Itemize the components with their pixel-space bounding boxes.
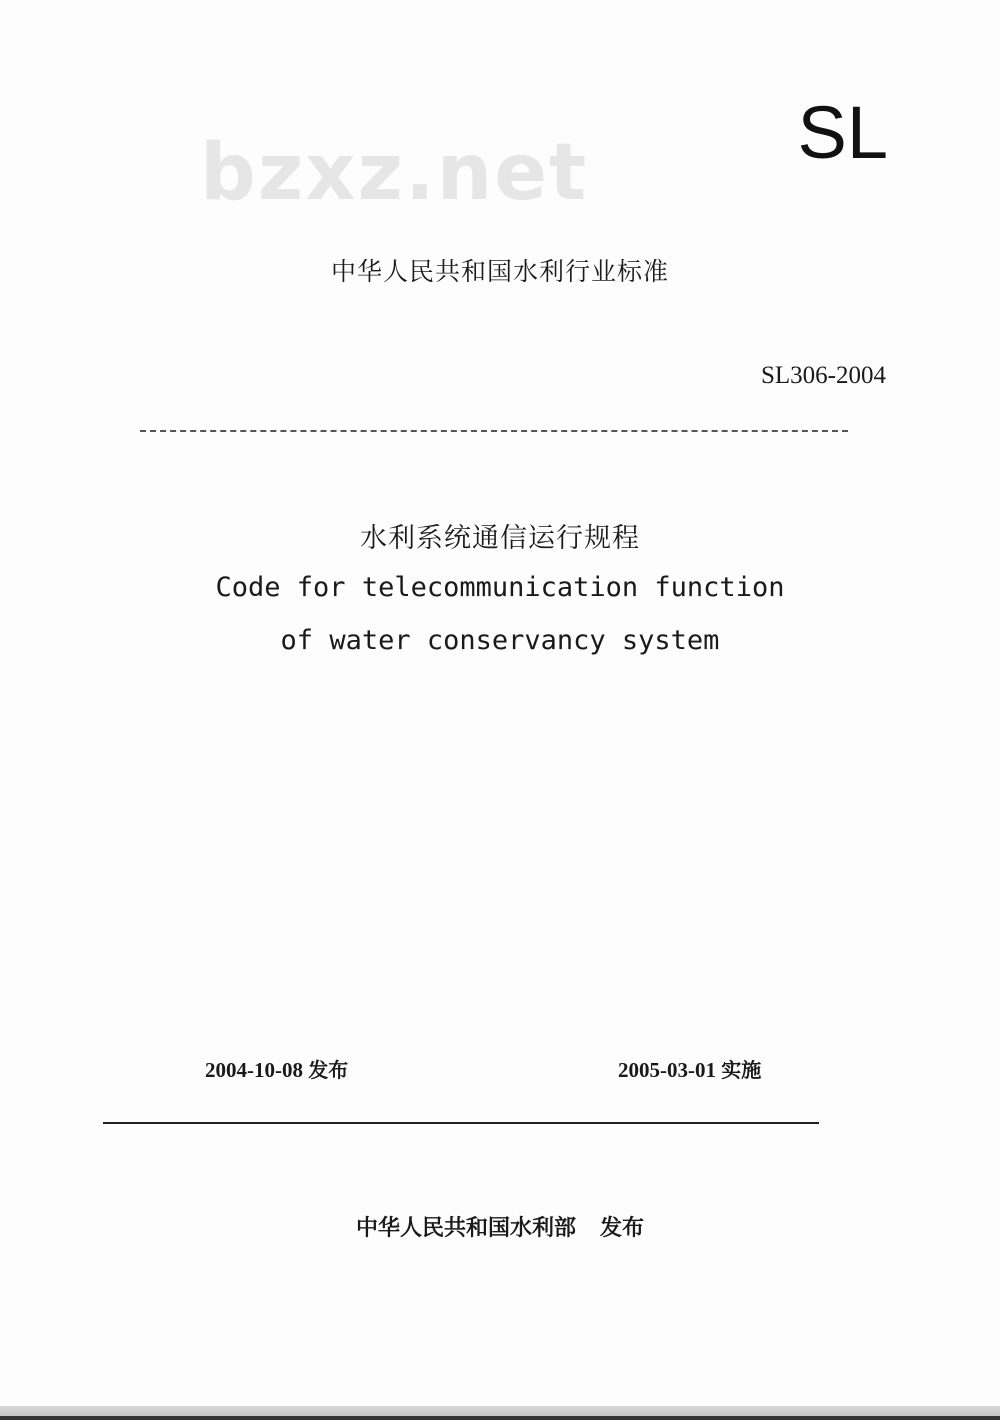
implement-label: 实施 [721, 1058, 762, 1082]
publisher-name: 中华人民共和国水利部 [355, 1216, 576, 1241]
implement-date-block [618, 1054, 761, 1083]
issue-label: 发布 [308, 1058, 349, 1082]
title-chinese: 水利系统通信运行规程 [360, 523, 640, 554]
standard-number: SL306-2004 [761, 362, 886, 389]
issue-date-block [205, 1054, 348, 1083]
standard-code: SL [797, 91, 888, 174]
title-english-line1: Code for telecommunication function [215, 572, 785, 603]
page-bottom-shadow [0, 1416, 1000, 1420]
title-english-line2: of water conservancy system [280, 625, 720, 656]
publisher-block [0, 1211, 1000, 1242]
implement-date: 2005-03-01 [618, 1058, 716, 1082]
publisher-label: 发布 [600, 1216, 645, 1241]
solid-divider [103, 1122, 819, 1124]
industry-title: 中华人民共和国水利行业标准 [330, 257, 669, 286]
issue-date: 2004-10-08 [205, 1058, 303, 1082]
dashed-divider [140, 430, 848, 432]
watermark: bzxz.net [200, 128, 589, 218]
